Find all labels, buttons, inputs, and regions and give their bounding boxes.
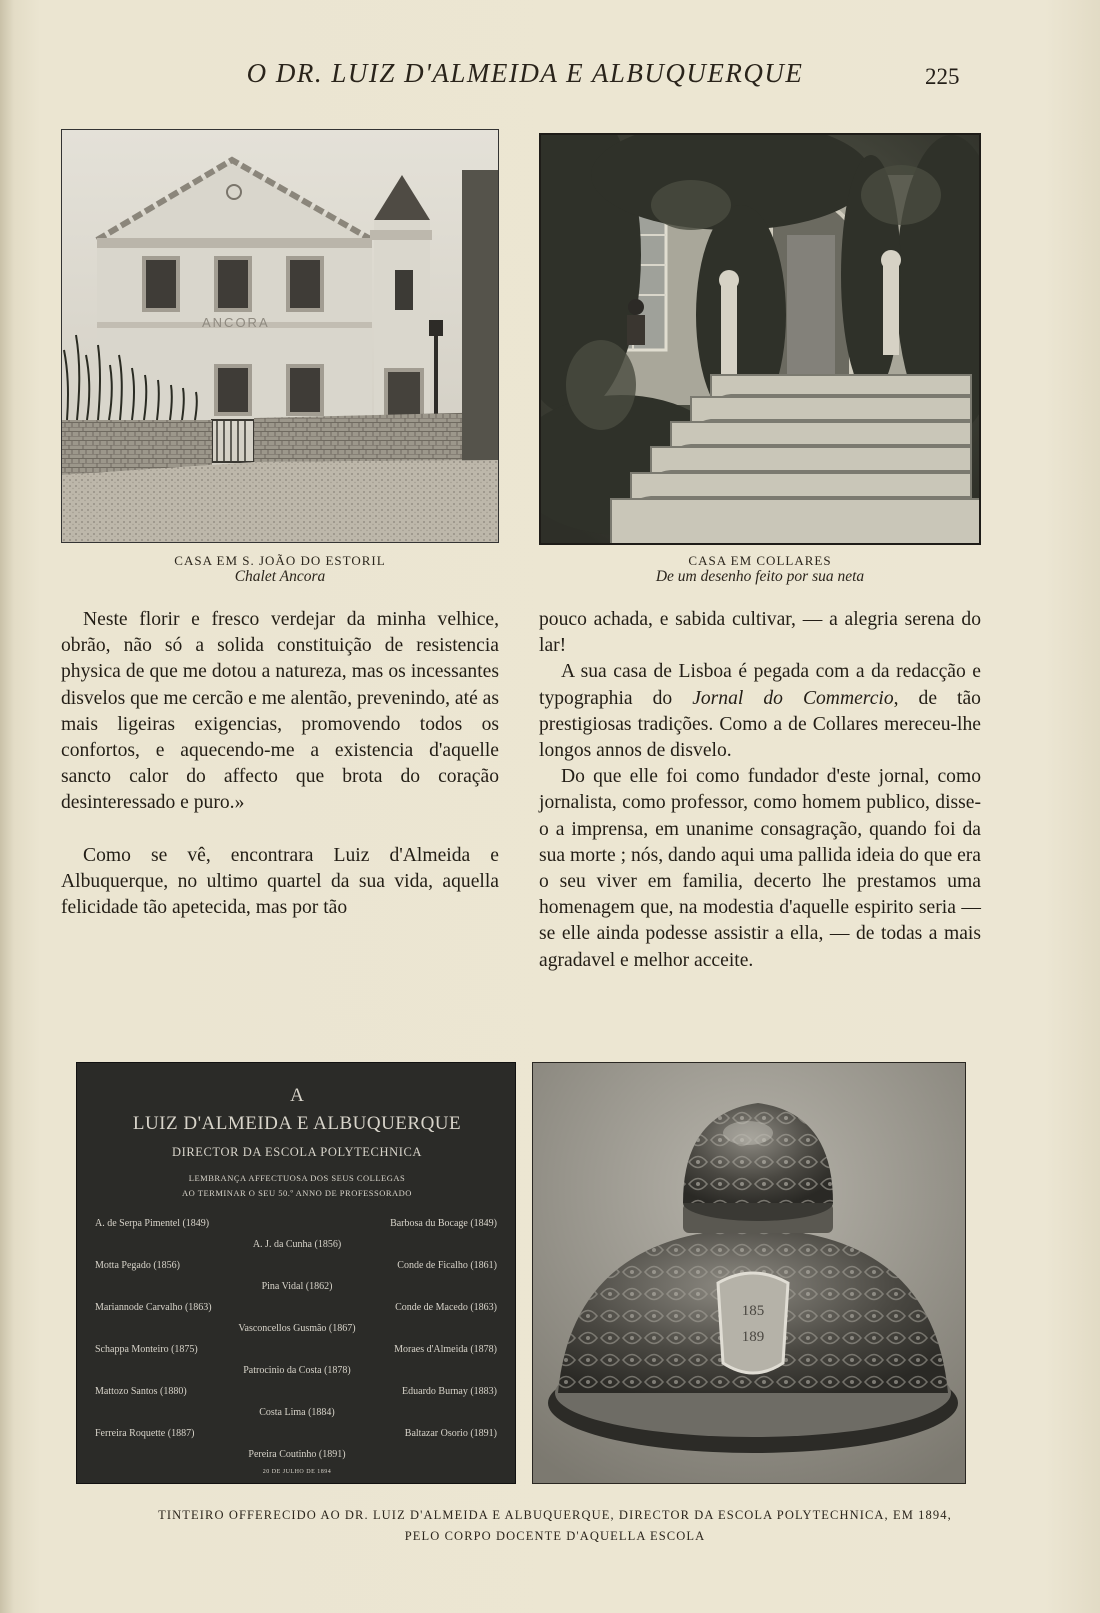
left-text-column: [61, 607, 499, 921]
collares-drawing: [539, 133, 981, 545]
page-number: 225: [925, 64, 960, 89]
plaque-role: DIRECTOR DA ESCOLA POLYTECHNICA: [171, 1145, 423, 1159]
chalet-subcaption: Chalet Ancora: [234, 568, 326, 585]
plaque-name-entry: Eduardo Burnay (1883): [402, 1386, 497, 1397]
chalet-photo: [61, 129, 499, 543]
paragraph-text: , de tão prestigiosas tradições. Como a de Collares mereceu-lhe longos annos de disvelo.: [539, 687, 981, 762]
right-text-column: [539, 607, 981, 974]
plaque-name-entry: Conde de Ficalho (1861): [397, 1260, 497, 1271]
inkwell-photo: [532, 1062, 966, 1484]
plaque-name-entry: Pina Vidal (1862): [261, 1281, 333, 1292]
paragraph: Como se vê, encontrara Luiz d'Almeida e Albuquerque, no ultimo quartel da sua vida, aquella felicidade tão apetecida, mas por tão: [61, 844, 499, 919]
inkwell-caption-line-1: TINTEIRO OFFERECIDO AO DR. LUIZ D'ALMEIDA E ALBUQUERQUE, DIRECTOR DA ESCOLA POLYTECHNICA, EM 1894,: [158, 1508, 952, 1522]
paragraph: pouco achada, e sabida cultivar, — a alegria serena do lar!: [539, 609, 981, 657]
plaque-name-entry: Vasconcellos Gusmão (1867): [238, 1323, 356, 1334]
collares-subcaption: De um desenho feito por sua neta: [655, 568, 865, 585]
paragraph: [539, 659, 981, 764]
plaque-name-entry: Ferreira Roquette (1887): [95, 1428, 195, 1439]
plaque-dedication-1: LEMBRANÇA AFFECTUOSA DOS SEUS COLLEGAS: [188, 1173, 406, 1183]
plaque-name-entry: Pereira Coutinho (1891): [248, 1449, 346, 1460]
plaque-name-entry: Costa Lima (1884): [259, 1407, 335, 1418]
plaque-date: 20 DE JULHO DE 1894: [262, 1469, 332, 1475]
plaque-name-entry: A. de Serpa Pimentel (1849): [95, 1218, 210, 1229]
plaque-dedication-2: AO TERMINAR O SEU 50.º ANNO DE PROFESSORADO: [182, 1188, 412, 1198]
plaque-name-entry: Moraes d'Almeida (1878): [394, 1344, 497, 1355]
inkwell-caption-line-2: PELO CORPO DOCENTE D'AQUELLA ESCOLA: [404, 1529, 706, 1543]
plaque-name-entry: Patrocinio da Costa (1878): [243, 1365, 351, 1376]
plaque-name-entry: Motta Pegado (1856): [95, 1260, 180, 1271]
newspaper-title: Jornal do Commercio: [692, 687, 894, 709]
plaque-name-entry: Schappa Monteiro (1875): [95, 1344, 198, 1355]
paragraph-text: A sua casa de Lisboa é pegada com a da redacção e typographia do: [539, 661, 981, 709]
plaque-name-entry: Mariannode Carvalho (1863): [95, 1302, 212, 1313]
collares-caption: CASA EM COLLARES: [688, 553, 832, 568]
ancora-sign: ANCORA: [202, 315, 270, 330]
paragraph: Do que elle foi como fundador d'este jornal, como jornalista, como professor, como homem publico, disse-o a imprensa, em unanime consagração, quando foi da sua morte ; nós, dando aqui uma pallida ideia do que era o seu viver em familia, decerto lhe prestamos uma homenagem que, na modestia d'aquelle espirito seria — se elle ainda podesse assistir a ella, — de todas a mais agradavel e melhor acceite.: [539, 766, 981, 971]
cartouche-year-top: 185: [741, 1303, 765, 1319]
running-title: O DR. LUIZ D'ALMEIDA E ALBUQUERQUE: [246, 58, 804, 88]
plaque-name-entry: A. J. da Cunha (1856): [252, 1239, 342, 1250]
plaque-name: LUIZ D'ALMEIDA E ALBUQUERQUE: [132, 1113, 462, 1134]
plaque-name-entry: Mattozo Santos (1880): [95, 1386, 187, 1397]
paragraph: Neste florir e fresco verdejar da minha velhice, obrão, não só a solida constituição de resistencia physica de que me dotou a natureza, mas os incessantes disvelos que me cercão e me alentão, prevenindo, até as mais ligeiras exigencias, promovendo todos os confortos, e aquecendo-me a existencia d'aquelle sancto calor do affecto que brota do coração desinteressado e puro.»: [61, 609, 499, 814]
chalet-caption: CASA EM S. JOÃO DO ESTORIL: [174, 553, 386, 568]
cartouche-year-bottom: 189: [741, 1329, 765, 1345]
plaque-photo: [76, 1062, 516, 1484]
plaque-name-entry: Barbosa du Bocage (1849): [390, 1218, 497, 1229]
plaque-name-entry: Baltazar Osorio (1891): [404, 1428, 497, 1439]
plaque-line-a: A: [290, 1085, 304, 1106]
plaque-name-entry: Conde de Macedo (1863): [395, 1302, 497, 1313]
